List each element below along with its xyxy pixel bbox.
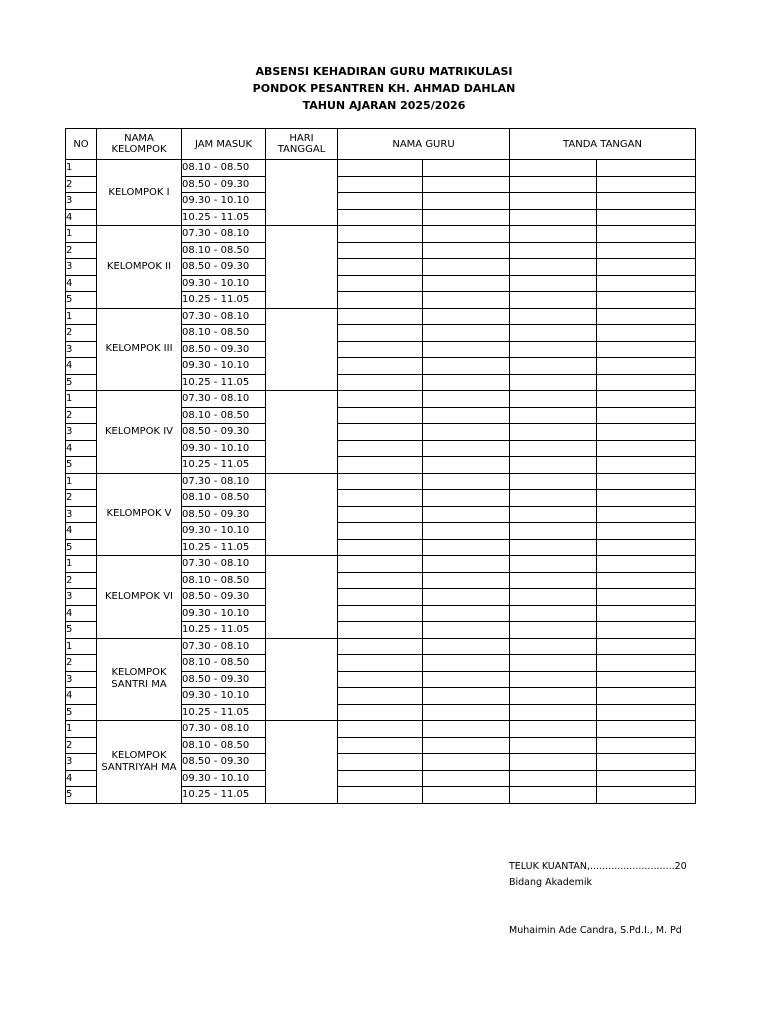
jam-masuk-cell: 09.30 - 10.10 (182, 523, 266, 540)
nama-guru-cell-b[interactable] (423, 325, 510, 342)
nama-guru-cell-a[interactable] (338, 259, 423, 276)
nama-guru-cell-b[interactable] (423, 770, 510, 787)
row-number: 3 (66, 259, 97, 276)
group-name-line: SANTRI MA (111, 679, 167, 691)
hari-tanggal-cell[interactable] (266, 391, 338, 474)
nama-guru-cell-a[interactable] (338, 325, 423, 342)
nama-guru-cell-b[interactable] (423, 490, 510, 507)
row-number: 3 (66, 671, 97, 688)
group-name-cell (97, 721, 182, 804)
hari-tanggal-cell[interactable] (266, 638, 338, 721)
header-tanda-tangan: TANDA TANGAN (510, 129, 696, 160)
jam-masuk-cell: 08.50 - 09.30 (182, 424, 266, 441)
tanda-tangan-cell-b[interactable] (597, 440, 696, 457)
row-number: 3 (66, 754, 97, 771)
group-name-cell (97, 638, 182, 721)
nama-guru-cell-a[interactable] (338, 556, 423, 573)
nama-guru-cell-b[interactable] (423, 308, 510, 325)
row-number: 3 (66, 193, 97, 210)
nama-guru-cell-b[interactable] (423, 572, 510, 589)
table-header-row (66, 129, 696, 160)
row-number: 2 (66, 242, 97, 259)
tanda-tangan-cell-b[interactable] (597, 721, 696, 738)
tanda-tangan-cell-b[interactable] (597, 341, 696, 358)
tanda-tangan-cell-a[interactable] (510, 358, 597, 375)
tanda-tangan-cell-a[interactable] (510, 209, 597, 226)
hari-tanggal-cell[interactable] (266, 226, 338, 309)
nama-guru-cell-b[interactable] (423, 638, 510, 655)
jam-masuk-cell: 10.25 - 11.05 (182, 457, 266, 474)
jam-masuk-cell: 10.25 - 11.05 (182, 539, 266, 556)
jam-masuk-cell: 08.50 - 09.30 (182, 754, 266, 771)
tanda-tangan-cell-b[interactable] (597, 589, 696, 606)
group-name-line: KELOMPOK I (108, 186, 170, 198)
nama-guru-cell-a[interactable] (338, 787, 423, 804)
row-number: 1 (66, 556, 97, 573)
tanda-tangan-cell-b[interactable] (597, 754, 696, 771)
nama-guru-cell-b[interactable] (423, 506, 510, 523)
nama-guru-cell-a[interactable] (338, 754, 423, 771)
group-name-cell (97, 226, 182, 309)
group-name-cell (97, 160, 182, 226)
jam-masuk-cell: 07.30 - 08.10 (182, 391, 266, 408)
tanda-tangan-cell-a[interactable] (510, 391, 597, 408)
tanda-tangan-cell-b[interactable] (597, 473, 696, 490)
tanda-tangan-cell-b[interactable] (597, 770, 696, 787)
jam-masuk-cell: 08.50 - 09.30 (182, 176, 266, 193)
nama-guru-cell-b[interactable] (423, 176, 510, 193)
hari-tanggal-cell[interactable] (266, 721, 338, 804)
jam-masuk-cell: 10.25 - 11.05 (182, 374, 266, 391)
hari-tanggal-cell[interactable] (266, 160, 338, 226)
tanda-tangan-cell-b[interactable] (597, 209, 696, 226)
row-number: 3 (66, 424, 97, 441)
row-number: 2 (66, 325, 97, 342)
footer-signatory: Muhaimin Ade Candra, S.Pd.I., M. Pd (509, 925, 682, 936)
table-row (66, 721, 696, 738)
nama-guru-cell-b[interactable] (423, 407, 510, 424)
tanda-tangan-cell-b[interactable] (597, 160, 696, 177)
row-number: 4 (66, 770, 97, 787)
nama-guru-cell-b[interactable] (423, 721, 510, 738)
hari-tanggal-cell[interactable] (266, 308, 338, 391)
row-number: 5 (66, 622, 97, 639)
tanda-tangan-cell-b[interactable] (597, 572, 696, 589)
jam-masuk-cell: 08.50 - 09.30 (182, 589, 266, 606)
row-number: 3 (66, 341, 97, 358)
nama-guru-cell-a[interactable] (338, 605, 423, 622)
nama-guru-cell-b[interactable] (423, 605, 510, 622)
nama-guru-cell-b[interactable] (423, 374, 510, 391)
row-number: 1 (66, 473, 97, 490)
row-number: 3 (66, 589, 97, 606)
nama-guru-cell-b[interactable] (423, 539, 510, 556)
row-number: 1 (66, 391, 97, 408)
header-title: ABSENSI KEHADIRAN GURU MATRIKULASI (255, 65, 513, 78)
header-jam-masuk: JAM MASUK (182, 129, 266, 160)
nama-guru-cell-b[interactable] (423, 523, 510, 540)
group-name-line: KELOMPOK II (106, 260, 172, 272)
nama-guru-cell-a[interactable] (338, 589, 423, 606)
table-row (66, 556, 696, 573)
tanda-tangan-cell-a[interactable] (510, 374, 597, 391)
jam-masuk-cell: 08.10 - 08.50 (182, 737, 266, 754)
jam-masuk-cell: 10.25 - 11.05 (182, 622, 266, 639)
nama-guru-cell-a[interactable] (338, 655, 423, 672)
nama-guru-cell-b[interactable] (423, 259, 510, 276)
nama-guru-cell-a[interactable] (338, 308, 423, 325)
tanda-tangan-cell-b[interactable] (597, 308, 696, 325)
tanda-tangan-cell-a[interactable] (510, 556, 597, 573)
group-name-line: SANTRIYAH MA (101, 761, 177, 773)
jam-masuk-cell: 08.50 - 09.30 (182, 671, 266, 688)
row-number: 2 (66, 176, 97, 193)
nama-guru-cell-a[interactable] (338, 160, 423, 177)
tanda-tangan-cell-a[interactable] (510, 242, 597, 259)
tanda-tangan-cell-a[interactable] (510, 457, 597, 474)
row-number: 1 (66, 308, 97, 325)
nama-guru-cell-a[interactable] (338, 721, 423, 738)
tanda-tangan-cell-a[interactable] (510, 539, 597, 556)
nama-guru-cell-b[interactable] (423, 391, 510, 408)
nama-guru-cell-b[interactable] (423, 737, 510, 754)
row-number: 5 (66, 539, 97, 556)
jam-masuk-cell: 09.30 - 10.10 (182, 358, 266, 375)
footer-place-date: TELUK KUANTAN,............................20 (509, 861, 687, 872)
tanda-tangan-cell-a[interactable] (510, 605, 597, 622)
jam-masuk-cell: 07.30 - 08.10 (182, 308, 266, 325)
jam-masuk-cell: 07.30 - 08.10 (182, 638, 266, 655)
jam-masuk-cell: 09.30 - 10.10 (182, 275, 266, 292)
nama-guru-cell-b[interactable] (423, 457, 510, 474)
nama-guru-cell-a[interactable] (338, 424, 423, 441)
header-nama-kelompok (97, 129, 182, 160)
attendance-table (65, 128, 696, 804)
nama-guru-cell-a[interactable] (338, 506, 423, 523)
tanda-tangan-cell-a[interactable] (510, 176, 597, 193)
header-academic-year: TAHUN AJARAN 2025/2026 (302, 99, 466, 112)
nama-guru-cell-a[interactable] (338, 457, 423, 474)
row-number: 2 (66, 407, 97, 424)
nama-guru-cell-a[interactable] (338, 539, 423, 556)
nama-guru-cell-a[interactable] (338, 226, 423, 243)
nama-guru-cell-a[interactable] (338, 638, 423, 655)
nama-guru-cell-a[interactable] (338, 358, 423, 375)
jam-masuk-cell: 08.10 - 08.50 (182, 490, 266, 507)
jam-masuk-cell: 10.25 - 11.05 (182, 704, 266, 721)
jam-masuk-cell: 10.25 - 11.05 (182, 292, 266, 309)
table-row (66, 638, 696, 655)
nama-guru-cell-b[interactable] (423, 242, 510, 259)
tanda-tangan-cell-a[interactable] (510, 721, 597, 738)
jam-masuk-cell: 08.10 - 08.50 (182, 160, 266, 177)
tanda-tangan-cell-a[interactable] (510, 325, 597, 342)
nama-guru-cell-b[interactable] (423, 589, 510, 606)
tanda-tangan-cell-b[interactable] (597, 671, 696, 688)
nama-guru-cell-a[interactable] (338, 523, 423, 540)
group-name-cell (97, 556, 182, 639)
nama-guru-cell-b[interactable] (423, 341, 510, 358)
nama-guru-cell-b[interactable] (423, 424, 510, 441)
jam-masuk-cell: 10.25 - 11.05 (182, 787, 266, 804)
tanda-tangan-cell-a[interactable] (510, 671, 597, 688)
tanda-tangan-cell-b[interactable] (597, 424, 696, 441)
jam-masuk-cell: 07.30 - 08.10 (182, 473, 266, 490)
nama-guru-cell-b[interactable] (423, 193, 510, 210)
jam-masuk-cell: 08.10 - 08.50 (182, 242, 266, 259)
tanda-tangan-cell-a[interactable] (510, 440, 597, 457)
nama-guru-cell-a[interactable] (338, 572, 423, 589)
table-row (66, 308, 696, 325)
nama-guru-cell-a[interactable] (338, 341, 423, 358)
tanda-tangan-cell-a[interactable] (510, 490, 597, 507)
nama-guru-cell-b[interactable] (423, 556, 510, 573)
tanda-tangan-cell-b[interactable] (597, 275, 696, 292)
jam-masuk-cell: 07.30 - 08.10 (182, 721, 266, 738)
tanda-tangan-cell-a[interactable] (510, 787, 597, 804)
tanda-tangan-cell-a[interactable] (510, 754, 597, 771)
row-number: 2 (66, 490, 97, 507)
nama-guru-cell-a[interactable] (338, 770, 423, 787)
nama-guru-cell-b[interactable] (423, 622, 510, 639)
tanda-tangan-cell-a[interactable] (510, 704, 597, 721)
nama-guru-cell-a[interactable] (338, 374, 423, 391)
table-row (66, 226, 696, 243)
row-number: 1 (66, 160, 97, 177)
group-name-line: KELOMPOK V (106, 508, 172, 520)
tanda-tangan-cell-b[interactable] (597, 490, 696, 507)
nama-guru-cell-b[interactable] (423, 160, 510, 177)
nama-guru-cell-b[interactable] (423, 473, 510, 490)
nama-guru-cell-a[interactable] (338, 671, 423, 688)
tanda-tangan-cell-a[interactable] (510, 424, 597, 441)
nama-guru-cell-a[interactable] (338, 704, 423, 721)
group-name-cell (97, 473, 182, 556)
row-number: 4 (66, 523, 97, 540)
nama-guru-cell-a[interactable] (338, 275, 423, 292)
tanda-tangan-cell-b[interactable] (597, 688, 696, 705)
jam-masuk-cell: 09.30 - 10.10 (182, 605, 266, 622)
nama-guru-cell-b[interactable] (423, 292, 510, 309)
tanda-tangan-cell-a[interactable] (510, 770, 597, 787)
tanda-tangan-cell-a[interactable] (510, 275, 597, 292)
tanda-tangan-cell-a[interactable] (510, 655, 597, 672)
tanda-tangan-cell-b[interactable] (597, 655, 696, 672)
tanda-tangan-cell-a[interactable] (510, 160, 597, 177)
nama-guru-cell-a[interactable] (338, 407, 423, 424)
tanda-tangan-cell-b[interactable] (597, 242, 696, 259)
tanda-tangan-cell-a[interactable] (510, 259, 597, 276)
row-number: 2 (66, 737, 97, 754)
hari-tanggal-cell[interactable] (266, 473, 338, 556)
tanda-tangan-cell-a[interactable] (510, 506, 597, 523)
tanda-tangan-cell-b[interactable] (597, 457, 696, 474)
nama-guru-cell-a[interactable] (338, 176, 423, 193)
nama-guru-cell-b[interactable] (423, 688, 510, 705)
jam-masuk-cell: 09.30 - 10.10 (182, 193, 266, 210)
nama-guru-cell-a[interactable] (338, 622, 423, 639)
tanda-tangan-cell-b[interactable] (597, 506, 696, 523)
tanda-tangan-cell-b[interactable] (597, 638, 696, 655)
jam-masuk-cell: 08.10 - 08.50 (182, 407, 266, 424)
tanda-tangan-cell-b[interactable] (597, 556, 696, 573)
tanda-tangan-cell-a[interactable] (510, 737, 597, 754)
tanda-tangan-cell-b[interactable] (597, 259, 696, 276)
row-number: 1 (66, 721, 97, 738)
tanda-tangan-cell-b[interactable] (597, 605, 696, 622)
hari-tanggal-cell[interactable] (266, 556, 338, 639)
nama-guru-cell-b[interactable] (423, 209, 510, 226)
row-number: 5 (66, 704, 97, 721)
header-hari-line2: TANGGAL (277, 144, 326, 155)
nama-guru-cell-b[interactable] (423, 358, 510, 375)
row-number: 4 (66, 358, 97, 375)
table-row (66, 391, 696, 408)
tanda-tangan-cell-a[interactable] (510, 638, 597, 655)
jam-masuk-cell: 08.50 - 09.30 (182, 341, 266, 358)
tanda-tangan-cell-b[interactable] (597, 374, 696, 391)
row-number: 2 (66, 572, 97, 589)
group-name-line: KELOMPOK VI (104, 590, 174, 602)
tanda-tangan-cell-a[interactable] (510, 226, 597, 243)
nama-guru-cell-b[interactable] (423, 655, 510, 672)
row-number: 1 (66, 226, 97, 243)
jam-masuk-cell: 09.30 - 10.10 (182, 770, 266, 787)
nama-guru-cell-b[interactable] (423, 275, 510, 292)
tanda-tangan-cell-b[interactable] (597, 292, 696, 309)
nama-guru-cell-b[interactable] (423, 704, 510, 721)
document-header (0, 63, 768, 114)
row-number: 5 (66, 292, 97, 309)
tanda-tangan-cell-b[interactable] (597, 704, 696, 721)
tanda-tangan-cell-b[interactable] (597, 622, 696, 639)
tanda-tangan-cell-b[interactable] (597, 176, 696, 193)
jam-masuk-cell: 08.10 - 08.50 (182, 572, 266, 589)
nama-guru-cell-b[interactable] (423, 440, 510, 457)
tanda-tangan-cell-a[interactable] (510, 193, 597, 210)
tanda-tangan-cell-a[interactable] (510, 622, 597, 639)
tanda-tangan-cell-a[interactable] (510, 589, 597, 606)
row-number: 4 (66, 440, 97, 457)
tanda-tangan-cell-b[interactable] (597, 787, 696, 804)
tanda-tangan-cell-a[interactable] (510, 308, 597, 325)
tanda-tangan-cell-a[interactable] (510, 572, 597, 589)
row-number: 4 (66, 605, 97, 622)
nama-guru-cell-a[interactable] (338, 292, 423, 309)
tanda-tangan-cell-a[interactable] (510, 473, 597, 490)
group-name-line: KELOMPOK (111, 667, 167, 679)
tanda-tangan-cell-b[interactable] (597, 358, 696, 375)
footer-department: Bidang Akademik (509, 877, 593, 888)
header-nama-kelompok-line2: KELOMPOK (111, 144, 167, 155)
jam-masuk-cell: 08.10 - 08.50 (182, 325, 266, 342)
header-institution: PONDOK PESANTREN KH. AHMAD DAHLAN (252, 82, 516, 95)
header-nama-kelompok-line1: NAMA (124, 133, 154, 144)
tanda-tangan-cell-b[interactable] (597, 193, 696, 210)
jam-masuk-cell: 09.30 - 10.10 (182, 688, 266, 705)
tanda-tangan-cell-b[interactable] (597, 407, 696, 424)
tanda-tangan-cell-a[interactable] (510, 292, 597, 309)
tanda-tangan-cell-a[interactable] (510, 688, 597, 705)
jam-masuk-cell: 08.10 - 08.50 (182, 655, 266, 672)
row-number: 4 (66, 688, 97, 705)
row-number: 3 (66, 506, 97, 523)
nama-guru-cell-b[interactable] (423, 226, 510, 243)
tanda-tangan-cell-b[interactable] (597, 523, 696, 540)
nama-guru-cell-b[interactable] (423, 754, 510, 771)
group-name-cell (97, 391, 182, 474)
tanda-tangan-cell-b[interactable] (597, 226, 696, 243)
row-number: 5 (66, 457, 97, 474)
tanda-tangan-cell-b[interactable] (597, 391, 696, 408)
row-number: 5 (66, 787, 97, 804)
nama-guru-cell-a[interactable] (338, 473, 423, 490)
tanda-tangan-cell-a[interactable] (510, 341, 597, 358)
group-name-cell (97, 308, 182, 391)
row-number: 4 (66, 275, 97, 292)
nama-guru-cell-a[interactable] (338, 490, 423, 507)
row-number: 1 (66, 638, 97, 655)
header-hari-tanggal (266, 129, 338, 160)
table-row (66, 160, 696, 177)
tanda-tangan-cell-a[interactable] (510, 523, 597, 540)
jam-masuk-cell: 07.30 - 08.10 (182, 226, 266, 243)
header-no: NO (66, 129, 97, 160)
header-hari-line1: HARI (289, 133, 314, 144)
attendance-table-body (66, 160, 696, 804)
nama-guru-cell-a[interactable] (338, 209, 423, 226)
jam-masuk-cell: 09.30 - 10.10 (182, 440, 266, 457)
nama-guru-cell-a[interactable] (338, 688, 423, 705)
tanda-tangan-cell-b[interactable] (597, 539, 696, 556)
nama-guru-cell-b[interactable] (423, 671, 510, 688)
tanda-tangan-cell-b[interactable] (597, 737, 696, 754)
nama-guru-cell-a[interactable] (338, 440, 423, 457)
jam-masuk-cell: 07.30 - 08.10 (182, 556, 266, 573)
row-number: 2 (66, 655, 97, 672)
tanda-tangan-cell-b[interactable] (597, 325, 696, 342)
nama-guru-cell-a[interactable] (338, 193, 423, 210)
jam-masuk-cell: 08.50 - 09.30 (182, 259, 266, 276)
table-row (66, 473, 696, 490)
row-number: 4 (66, 209, 97, 226)
jam-masuk-cell: 10.25 - 11.05 (182, 209, 266, 226)
group-name-line: KELOMPOK (111, 749, 167, 761)
nama-guru-cell-a[interactable] (338, 391, 423, 408)
tanda-tangan-cell-a[interactable] (510, 407, 597, 424)
row-number: 5 (66, 374, 97, 391)
nama-guru-cell-a[interactable] (338, 242, 423, 259)
group-name-line: KELOMPOK III (105, 343, 173, 355)
group-name-line: KELOMPOK IV (104, 425, 174, 437)
nama-guru-cell-a[interactable] (338, 737, 423, 754)
nama-guru-cell-b[interactable] (423, 787, 510, 804)
header-nama-guru: NAMA GURU (338, 129, 510, 160)
jam-masuk-cell: 08.50 - 09.30 (182, 506, 266, 523)
